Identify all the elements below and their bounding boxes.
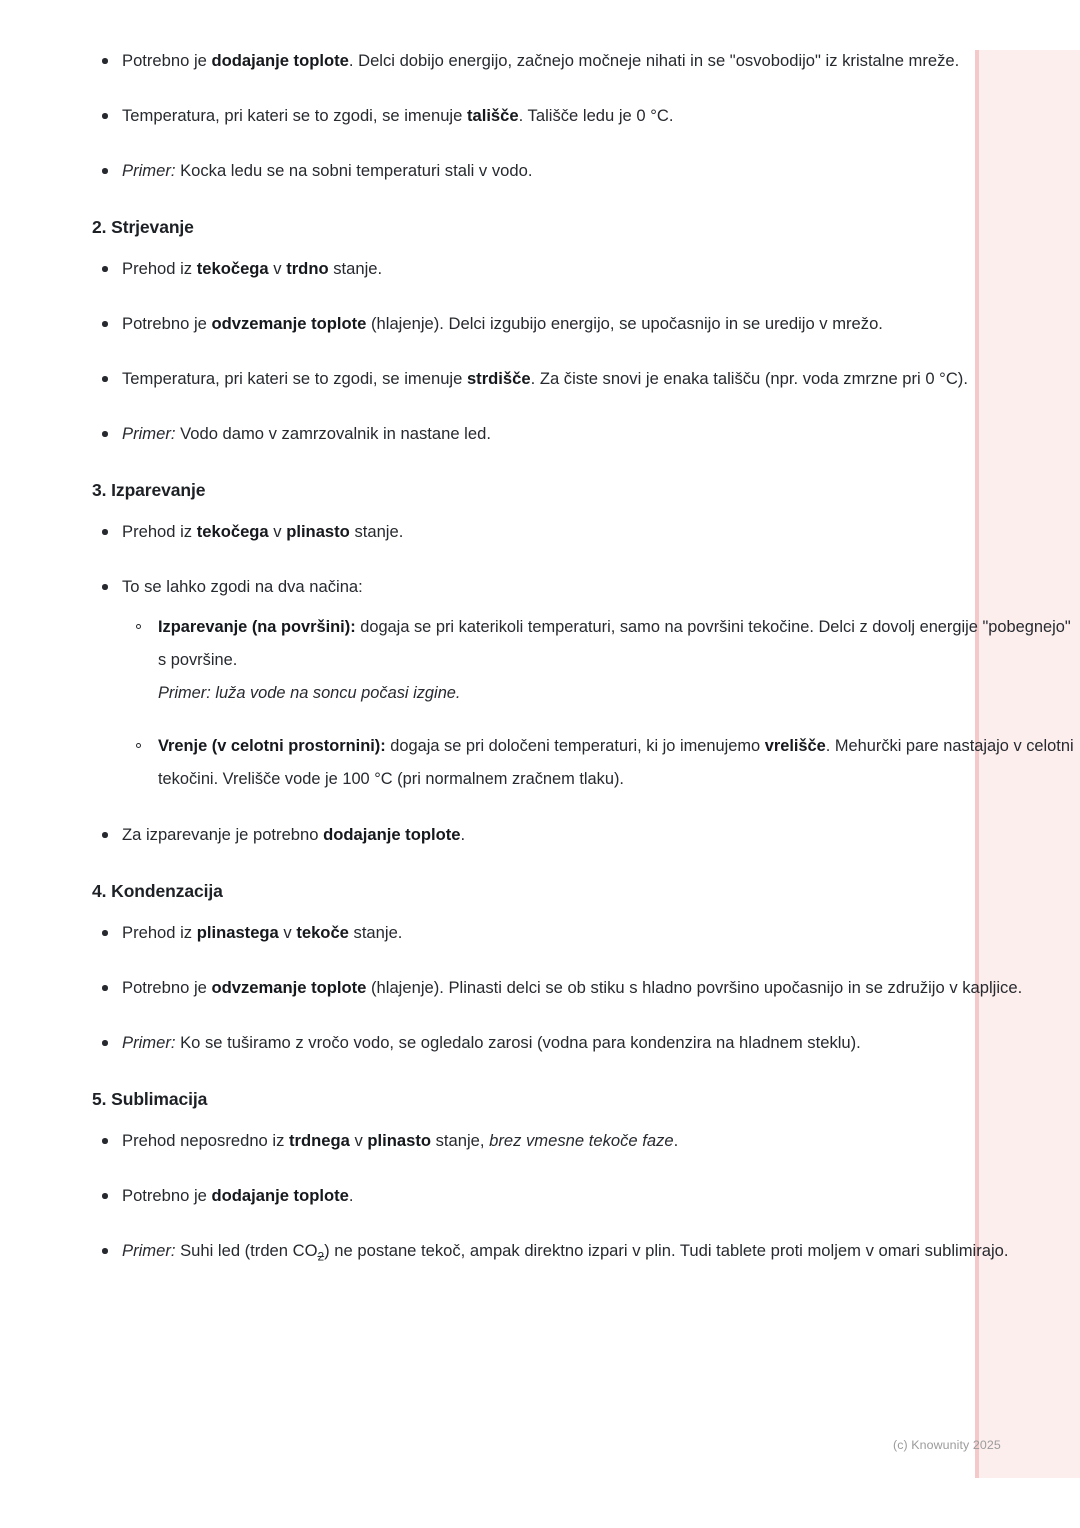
list-item xyxy=(0,417,1080,450)
text-run: stanje. xyxy=(328,259,383,278)
list-item xyxy=(0,307,1080,340)
sub-bullet-list xyxy=(122,611,1080,796)
bold-term: vrelišče xyxy=(764,737,826,755)
text-run: Prehod iz xyxy=(122,923,197,942)
text-run: Temperatura, pri kateri se to zgodi, se imenuje xyxy=(122,369,467,388)
bold-term: dodajanje toplote xyxy=(211,1186,349,1205)
bold-term: plinasto xyxy=(286,522,350,541)
text-run: Potrebno je xyxy=(122,51,212,70)
list-item xyxy=(0,252,1080,285)
text-run: Potrebno je xyxy=(122,978,212,997)
list-item xyxy=(0,44,1080,77)
italic-term: Primer: xyxy=(122,1241,176,1260)
text-run: v xyxy=(268,259,287,278)
text-run: . Tališče ledu je 0 °C. xyxy=(518,106,674,125)
text-run: Potrebno je xyxy=(122,1186,212,1205)
list-item xyxy=(0,818,1080,851)
text-run: . xyxy=(673,1131,679,1150)
text-run: Za izparevanje je potrebno xyxy=(122,825,324,844)
italic-term: Primer: xyxy=(122,161,176,180)
subscript-text: 2 xyxy=(317,1249,325,1264)
text-run: Temperatura, pri kateri se to zgodi, se imenuje xyxy=(122,106,467,125)
bold-term: tališče xyxy=(466,106,519,125)
text-run: stanje. xyxy=(348,923,403,942)
section-heading: 2. Strjevanje xyxy=(92,217,194,237)
text-run: Potrebno je xyxy=(122,314,212,333)
text-run: v xyxy=(278,923,297,942)
text-run: . xyxy=(460,825,466,844)
bold-term: Izparevanje (na površini): xyxy=(158,618,356,636)
text-run: stanje, xyxy=(431,1131,490,1150)
text-run: ) ne postane tekoč, ampak direktno izpari v plin. Tudi tablete proti moljem v omari sublimirajo. xyxy=(324,1241,1009,1260)
list-item xyxy=(0,99,1080,132)
list-item xyxy=(0,515,1080,548)
text-run: v xyxy=(268,522,287,541)
bold-term: strdišče xyxy=(466,369,531,388)
text-run: Prehod iz xyxy=(122,522,197,541)
text-run: . xyxy=(348,1186,354,1205)
list-item xyxy=(0,362,1080,395)
bold-term: tekoče xyxy=(296,923,349,942)
sub-list-item xyxy=(122,730,1080,796)
bold-term: trdnega xyxy=(288,1131,350,1150)
list-item xyxy=(0,154,1080,187)
list-item xyxy=(0,1026,1080,1059)
bold-term: dodajanje toplote xyxy=(211,51,349,70)
bullet-list xyxy=(0,252,1080,450)
list-item xyxy=(0,1179,1080,1212)
bold-term: plinasto xyxy=(367,1131,431,1150)
italic-term: Primer: xyxy=(122,424,176,443)
text-run: dogaja se pri določeni temperaturi, ki jo imenujemo xyxy=(385,737,765,755)
bullet-list xyxy=(0,515,1080,851)
list-item xyxy=(0,1234,1080,1273)
list-item xyxy=(0,570,1080,796)
bold-term: plinastega xyxy=(196,923,279,942)
section-heading: 3. Izparevanje xyxy=(92,480,206,500)
bold-term: odvzemanje toplote xyxy=(211,314,367,333)
bold-term: trdno xyxy=(286,259,329,278)
bullet-list xyxy=(0,1124,1080,1273)
section-heading: 4. Kondenzacija xyxy=(92,881,223,901)
text-run: (hlajenje). Plinasti delci se ob stiku s hladno površino upočasnijo in se združijo v kapljice. xyxy=(366,978,1023,997)
italic-term: Primer: xyxy=(122,1033,176,1052)
text-run: dogaja se pri katerikoli temperaturi, samo na površini tekočine. Delci z dovolj energije "pobegnejo" s površine. xyxy=(158,618,1071,669)
text-run: stanje. xyxy=(349,522,404,541)
text-run: Kocka ledu se na sobni temperaturi stali v vodo. xyxy=(175,161,533,180)
bullet-list xyxy=(0,916,1080,1059)
text-run: To se lahko zgodi na dva načina: xyxy=(122,577,363,596)
italic-term: brez vmesne tekoče faze xyxy=(489,1131,674,1150)
bold-term: tekočega xyxy=(196,522,269,541)
section-heading: 5. Sublimacija xyxy=(92,1089,208,1109)
text-run: v xyxy=(349,1131,368,1150)
bullet-list xyxy=(0,44,1080,187)
footer-credit: (c) Knowunity 2025 xyxy=(893,1438,1001,1452)
list-item xyxy=(0,1124,1080,1157)
list-item xyxy=(0,916,1080,949)
bold-term: odvzemanje toplote xyxy=(211,978,367,997)
list-item xyxy=(0,971,1080,1004)
bold-term: dodajanje toplote xyxy=(323,825,461,844)
sub-list-item xyxy=(122,611,1080,710)
text-run: . Za čiste snovi je enaka tališču (npr. voda zmrzne pri 0 °C). xyxy=(530,369,968,388)
italic-example-line: Primer: luža vode na soncu počasi izgine. xyxy=(158,684,461,702)
text-run: Prehod neposredno iz xyxy=(122,1131,289,1150)
bold-term: tekočega xyxy=(196,259,269,278)
text-run: Ko se tuširamo z vročo vodo, se ogledalo zarosi (vodna para kondenzira na hladnem steklu). xyxy=(175,1033,861,1052)
text-run: . Mehurčki pare nastajajo v celotni tekočini. Vrelišče vode je 100 °C (pri normalnem zračnem tlaku). xyxy=(158,737,1074,788)
text-run: . Delci dobijo energijo, začnejo močneje nihati in se "osvobodijo" iz kristalne mreže. xyxy=(348,51,960,70)
text-run: Vodo damo v zamrzovalnik in nastane led. xyxy=(175,424,491,443)
text-run: Suhi led (trden CO xyxy=(175,1241,318,1260)
bold-term: Vrenje (v celotni prostornini): xyxy=(158,737,386,755)
text-run: (hlajenje). Delci izgubijo energijo, se upočasnijo in se uredijo v mrežo. xyxy=(366,314,883,333)
text-run: Prehod iz xyxy=(122,259,197,278)
